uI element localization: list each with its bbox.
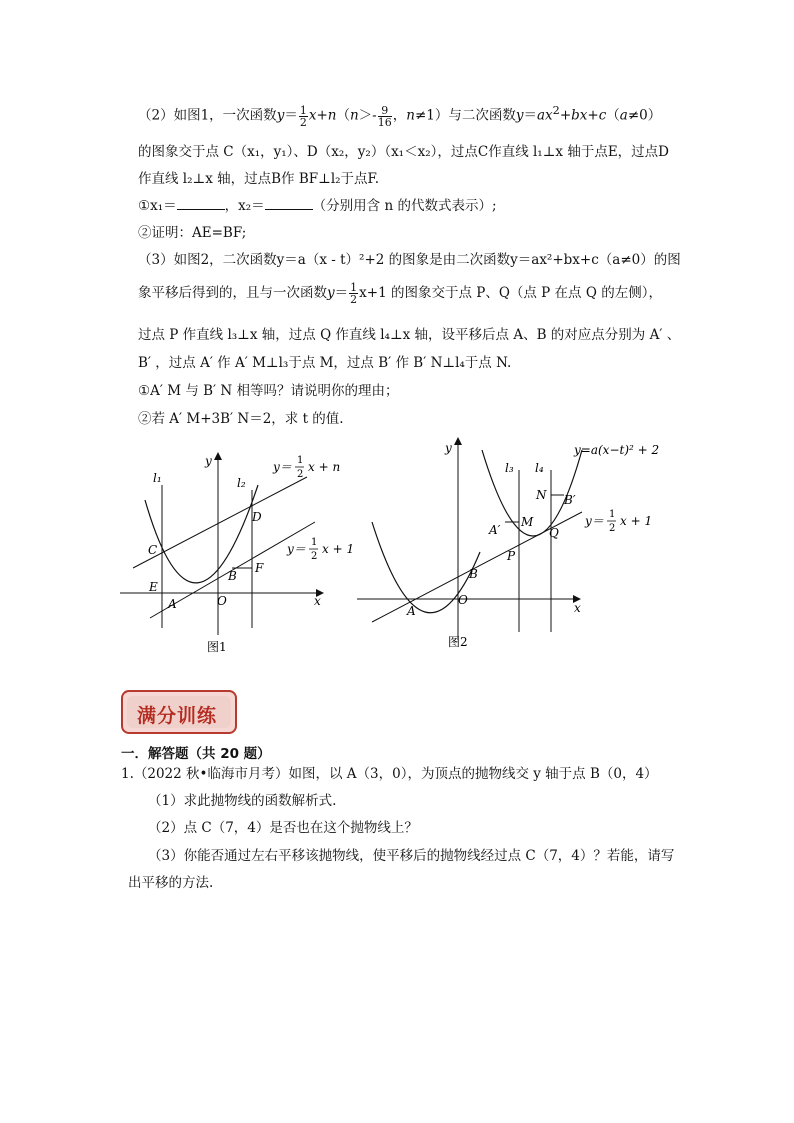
part3-line1: （3）如图2，二次函数y＝a（x - t）²+2 的图象是由二次函数y＝ax²+bx+c（a≠0）的图 [138,252,681,268]
section-heading: 一．解答题（共 20 题） [121,746,271,762]
text: ， [392,107,407,124]
eq-curve: y=a(x−t)² + 2 [574,443,660,457]
label-l2: l₂ [237,476,246,490]
part3-line4: B′ ，过点 A′ 作 A′ M⊥l₃于点 M，过点 B′ 作 B′ N⊥l₄于点 N. [138,355,512,371]
label-a1: A′ [489,523,501,537]
text: x+1 的图象交于点 P、Q（点 P 在点 Q 的左侧）， [359,285,662,301]
label-a: A [168,597,177,611]
text: ≠0） [627,107,662,124]
eq-bot-num: 1 [311,537,318,548]
eq-top-num: 1 [297,455,304,466]
problem1-q3: （3）你能否通过左右平移该抛物线，使平移后的抛物线经过点 C（7，4）？若能，请写 [148,848,675,864]
part3-q2: ②若 A′ M+3B′ N＝2，求 t 的值. [138,411,344,427]
problem1-q3b: 出平移的方法. [128,875,214,891]
text: 象平移后得到的，且与一次函数 [138,285,327,301]
label-x: x [574,601,581,615]
eq-top-lhs: y＝ [273,460,292,474]
eq-line-den: 2 [609,523,616,534]
eq-line-rhs: x + 1 [620,514,653,528]
label-o: O [458,593,468,607]
problem1-stem: 1.（2022 秋•临海市月考）如图，以 A（3，0），为顶点的抛物线交 y 轴于点 B（0，4） [121,766,658,782]
frac-num: 1 [299,103,307,117]
problem1-q1: （1）求此抛物线的函数解析式. [148,793,337,809]
frac-den: 16 [377,115,392,129]
label-y: y [445,441,452,455]
part3-line2: 象平移后得到的，且与一次函数y＝ $\frac{1}{2}$ x+1 的图象交于点 P、Q（点 P 在点 Q 的左侧）， [138,281,662,306]
frac-num: 1 [350,281,358,294]
line-y-half-x-n [133,477,307,568]
label-y: y [205,454,212,468]
eq-bot-lhs: y＝ [287,542,306,556]
text: （ [336,107,350,124]
frac-den: 2 [350,293,358,306]
part2-line2: 的图象交于点 C（x₁，y₁）、D（x₂，y₂）（x₁＜x₂），过点C作直线 l₁⊥x 轴于点E，过点D [138,144,670,160]
label-e: E [149,580,158,594]
figure-1 [115,445,365,660]
part2-line1: （2）如图1，一次函数y＝ $\frac{1}{2}$ x+n（n＞- $\frac{9}{16}$ ，n≠1）与二次函数$y=ax^2+bx+c(a\ne 0)$ [138,103,662,129]
label-f: F [255,561,264,575]
part3-q1: ①A′ M 与 B′ N 相等吗？请说明你的理由； [138,383,399,399]
label-q: Q [549,526,559,540]
part2-line3: 作直线 l₂⊥x 轴，过点B作 BF⊥l₂于点F. [138,171,380,187]
fraction-9-16 [378,105,392,128]
caption-fig1: 图1 [207,640,227,654]
eq-line-num: 1 [609,509,616,520]
text: （分别用含 n 的代数式表示）; [312,198,497,214]
eq-top-rhs: x + n [308,460,341,474]
label-n: N [536,488,547,502]
frac-den: 2 [299,115,307,129]
answer-blank [177,197,225,210]
text: （2）如图1，一次函数 [138,107,277,124]
label-l3: l₃ [505,461,514,475]
label-c: C [148,543,158,557]
eq-bot-den: 2 [311,551,318,562]
label-l1: l₁ [153,471,162,485]
text: ，x₂＝ [224,198,265,214]
answer-blank [265,197,313,210]
eq-top-den: 2 [297,469,304,480]
label-m: M [521,515,534,529]
badge-text: 满分训练 [137,705,218,727]
label-x: x [314,594,321,608]
frac-num: 9 [378,105,392,117]
eq-line-lhs: y＝ [585,514,604,528]
label-p: P [507,549,516,563]
part2-q2: ②证明：AE=BF; [138,225,247,241]
text: （ [606,107,620,124]
fraction-half [349,282,358,305]
text: ≠1）与二次函数 [414,107,516,124]
figure-2 [352,432,672,657]
label-d: D [252,510,262,524]
label-b: B [228,569,237,583]
part3-line3: 过点 P 作直线 l₃⊥x 轴，过点 Q 作直线 l₄⊥x 轴，设平移后点 A、B 的对应点分别为 A′ 、 [138,327,681,343]
eq-bot-rhs: x + 1 [322,542,355,556]
label-l4: l₄ [535,461,544,475]
section-badge [121,690,237,734]
fraction-half [299,105,308,128]
caption-fig2: 图2 [448,635,468,649]
label-a: A [407,604,416,618]
label-b: B [469,567,478,581]
text: ①x₁＝ [138,198,177,214]
label-o: O [217,594,227,608]
text: ＞- [358,107,377,124]
part2-q1 [138,196,497,216]
problem1-q2: （2）点 C（7，4）是否也在这个抛物线上？ [148,820,418,836]
label-b1: B′ [564,493,576,507]
var-y: y [276,107,285,124]
